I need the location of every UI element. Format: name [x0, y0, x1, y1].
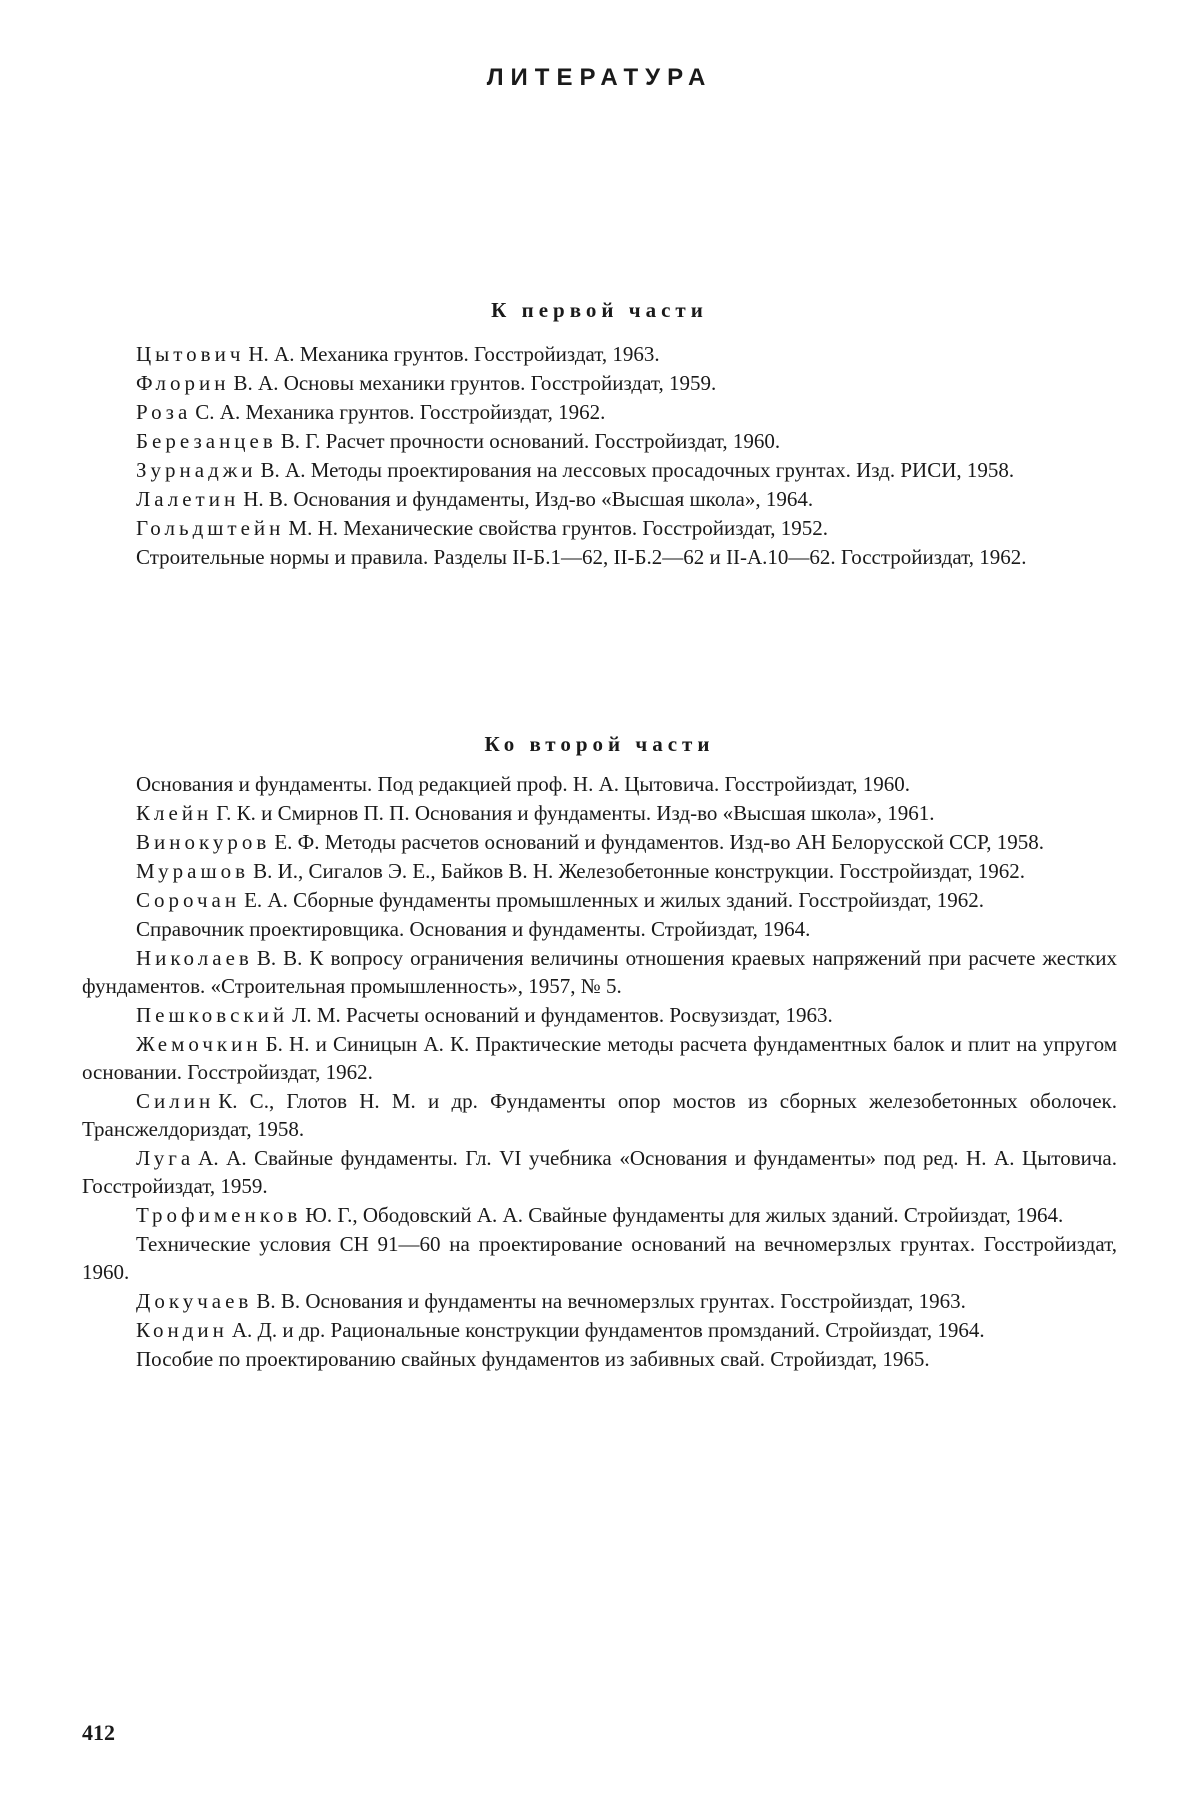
reference-author: Докучаев: [136, 1289, 253, 1313]
reference-text: Е. А. Сборные фундаменты промышленных и жилых зданий. Госстройиздат, 1962.: [244, 888, 985, 912]
reference-text: Б. Н. и Синицын А. К. Практические методы расчета фундаментных балок и плит на упругом основании. Госстройиздат, 1962.: [82, 1032, 1117, 1084]
reference-entry: [82, 1201, 1117, 1229]
reference-text: Основания и фундаменты. Под редакцией проф. Н. А. Цытовича. Госстройиздат, 1960.: [136, 772, 911, 796]
reference-entry: [82, 770, 1117, 798]
reference-entry: [82, 369, 1117, 397]
reference-text: Справочник проектировщика. Основания и фундаменты. Стройиздат, 1964.: [136, 917, 811, 941]
page-number: 412: [82, 1720, 115, 1745]
reference-entry: [82, 1144, 1117, 1200]
reference-text: В. А. Основы механики грунтов. Госстройиздат, 1959.: [233, 371, 717, 395]
reference-author: Николаев: [136, 946, 253, 970]
reference-entry: [82, 886, 1117, 914]
reference-author: Клейн: [136, 801, 213, 825]
reference-text: В. Г. Расчет прочности оснований. Госстройиздат, 1960.: [280, 429, 781, 453]
reference-text: Е. Ф. Методы расчетов оснований и фундаментов. Изд-во АН Белорусской ССР, 1958.: [274, 830, 1044, 854]
reference-entry: [82, 456, 1117, 484]
reference-entry: [82, 1030, 1117, 1086]
reference-text: В. В. Основания и фундаменты на вечномерзлых грунтах. Госстройиздат, 1963.: [256, 1289, 966, 1313]
reference-author: Лалетин: [136, 487, 240, 511]
reference-author: Мурашов: [136, 859, 250, 883]
reference-entry: [82, 944, 1117, 1000]
reference-author: Силин: [136, 1089, 215, 1113]
reference-text: Строительные нормы и правила. Разделы II-Б.1—62, II-Б.2—62 и II-А.10—62. Госстройиздат, 1962.: [136, 545, 1027, 569]
reference-list: [82, 340, 1117, 571]
reference-author: Роза: [136, 400, 192, 424]
reference-text: С. А. Механика грунтов. Госстройиздат, 1962.: [195, 400, 606, 424]
reference-text: Ю. Г., Ободовский А. А. Свайные фундаменты для жилых зданий. Стройиздат, 1964.: [305, 1203, 1064, 1227]
section-second-part: [82, 730, 1117, 1374]
reference-text: Н. В. Основания и фундаменты, Изд-во «Высшая школа», 1964.: [243, 487, 814, 511]
page: [82, 0, 1117, 1800]
section-heading: Ко второй части: [484, 732, 715, 756]
reference-text: В. И., Сигалов Э. Е., Байков В. Н. Железобетонные конструкции. Госстройиздат, 1962.: [253, 859, 1025, 883]
reference-author: Жемочкин: [136, 1032, 262, 1056]
reference-text: В. А. Методы проектирования на лессовых просадочных грунтах. Изд. РИСИ, 1958.: [260, 458, 1015, 482]
reference-entry: [82, 1345, 1117, 1373]
reference-author: Цытович: [136, 342, 245, 366]
reference-entry: [82, 857, 1117, 885]
reference-entry: [82, 828, 1117, 856]
reference-text: Л. М. Расчеты оснований и фундаментов. Росвузиздат, 1963.: [292, 1003, 833, 1027]
page-title: ЛИТЕРАТУРА: [486, 64, 713, 91]
reference-entry: [82, 514, 1117, 542]
reference-text: М. Н. Механические свойства грунтов. Госстройиздат, 1952.: [288, 516, 828, 540]
reference-author: Сорочан: [136, 888, 241, 912]
reference-text: В. В. К вопросу ограничения величины отношения краевых напряжений при расчете жестких фундаментов. «Строительная промышленность», 1957, № 5.: [82, 946, 1117, 998]
reference-entry: [82, 1001, 1117, 1029]
reference-entry: [82, 485, 1117, 513]
reference-text: А. А. Свайные фундаменты. Гл. VI учебника «Основания и фундаменты» под ред. Н. А. Цытовича. Госстройиздат, 1959.: [82, 1146, 1117, 1198]
reference-list: [82, 770, 1117, 1373]
reference-author: Зурнаджи: [136, 458, 257, 482]
reference-entry: [82, 799, 1117, 827]
reference-text: Н. А. Механика грунтов. Госстройиздат, 1963.: [248, 342, 660, 366]
reference-text: Пособие по проектированию свайных фундаментов из забивных свай. Стройиздат, 1965.: [136, 1347, 930, 1371]
reference-author: Березанцев: [136, 429, 277, 453]
reference-text: Г. К. и Смирнов П. П. Основания и фундаменты. Изд-во «Высшая школа», 1961.: [216, 801, 935, 825]
reference-entry: [82, 1287, 1117, 1315]
section-heading: К первой части: [491, 298, 708, 322]
reference-author: Луга: [136, 1146, 195, 1170]
reference-text: А. Д. и др. Рациональные конструкции фундаментов промзданий. Стройиздат, 1964.: [231, 1318, 985, 1342]
reference-author: Кондин: [136, 1318, 228, 1342]
reference-entry: [82, 427, 1117, 455]
reference-entry: [82, 1087, 1117, 1143]
reference-text: Технические условия СН 91—60 на проектирование оснований на вечномерзлых грунтах. Госстройиздат, 1960.: [82, 1232, 1117, 1284]
reference-author: Пешковский: [136, 1003, 289, 1027]
reference-entry: [82, 398, 1117, 426]
reference-author: Флорин: [136, 371, 230, 395]
reference-entry: [82, 1230, 1117, 1286]
reference-author: Винокуров: [136, 830, 271, 854]
reference-author: Трофименков: [136, 1203, 302, 1227]
reference-entry: [82, 340, 1117, 368]
section-first-part: [82, 296, 1117, 572]
reference-entry: [82, 1316, 1117, 1344]
reference-author: Гольдштейн: [136, 516, 285, 540]
reference-text: К. С., Глотов Н. М. и др. Фундаменты опор мостов из сборных железобетонных оболочек. Трансжелдориздат, 1958.: [82, 1089, 1117, 1141]
reference-entry: [82, 543, 1117, 571]
reference-entry: [82, 915, 1117, 943]
